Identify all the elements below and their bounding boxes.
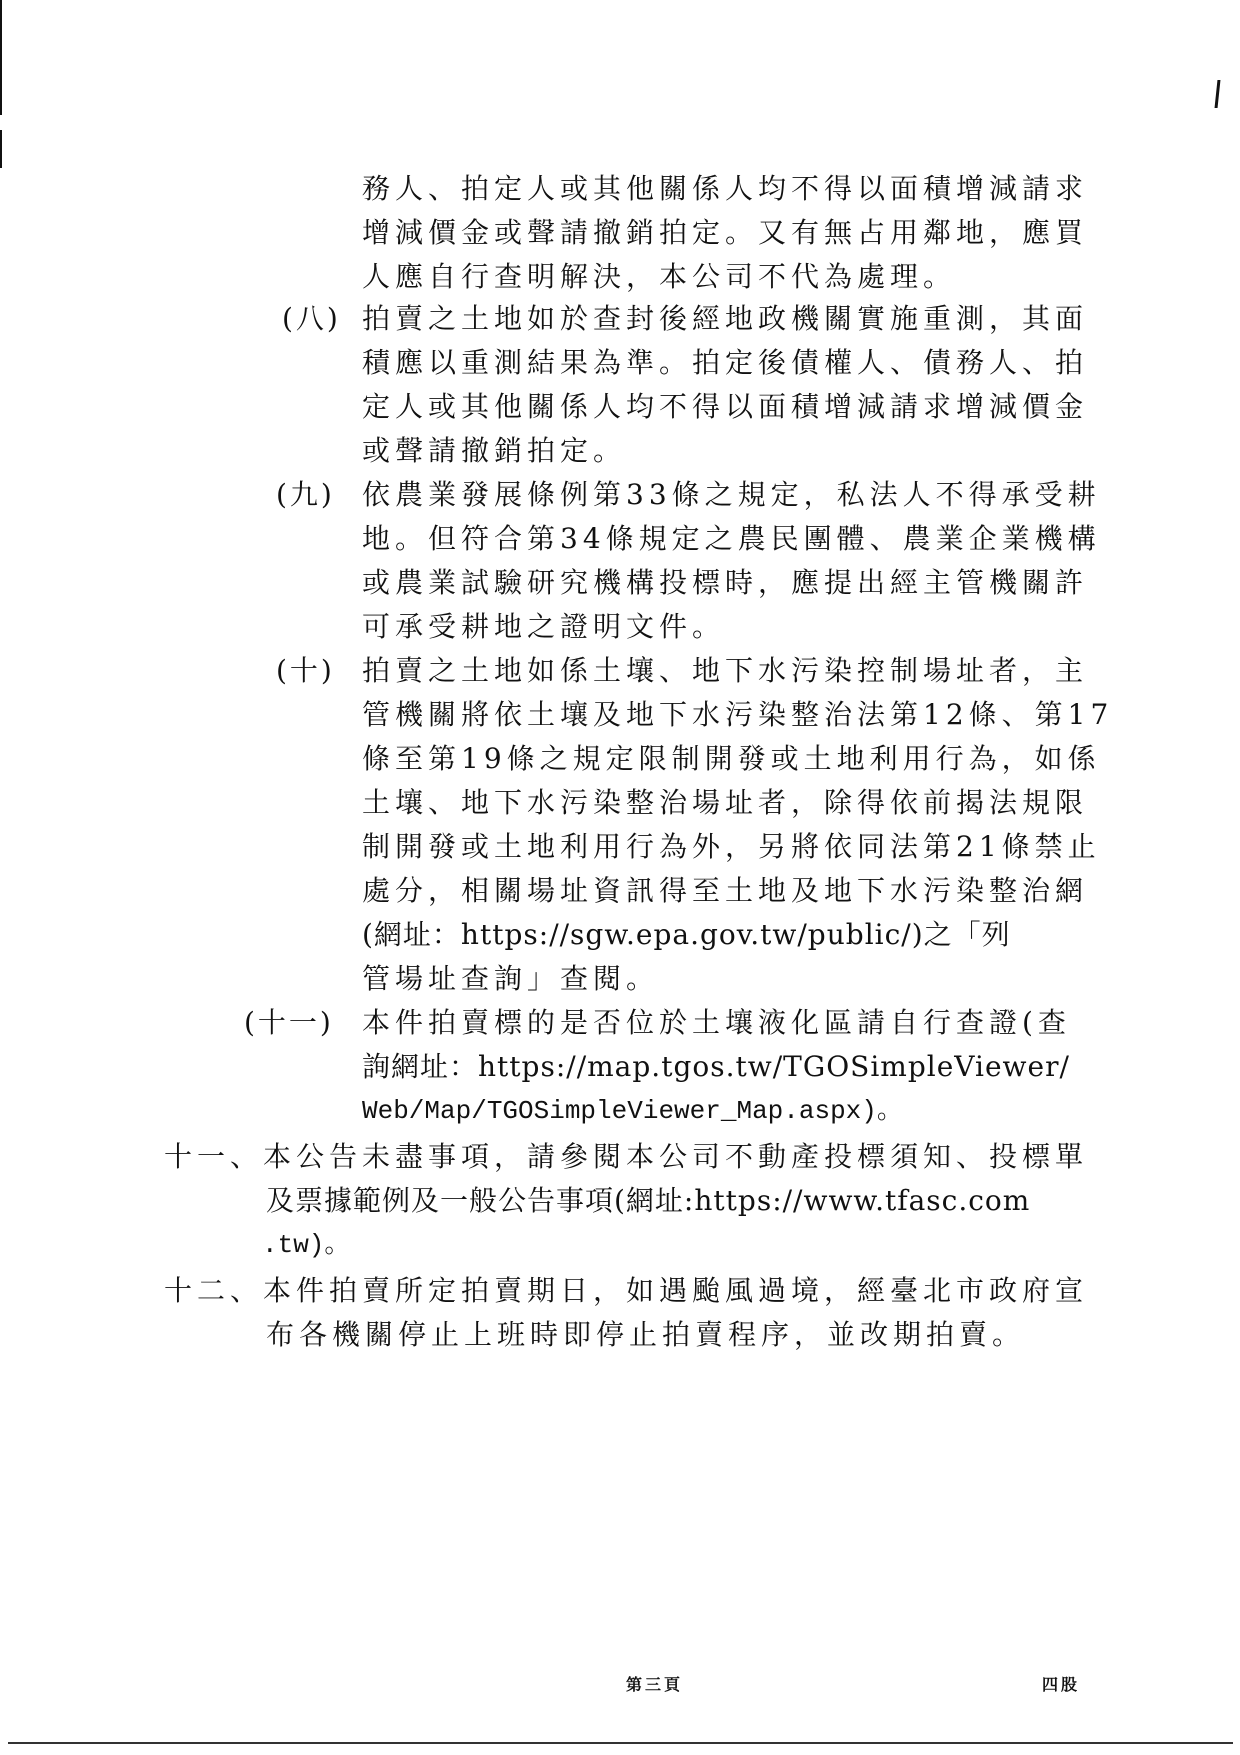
section-heading-line: 十二、本件拍賣所定拍賣期日，如遇颱風過境，經臺北市政府宣 xyxy=(164,1274,1089,1307)
text-line: 拍賣之土地如於查封後經地政機關實施重測，其面 xyxy=(362,302,1089,335)
text-line: 本件拍賣標的是否位於土壤液化區請自行查證(查 xyxy=(362,1006,1071,1039)
page-number: 第三頁 xyxy=(626,1675,684,1694)
text-line: 積應以重測結果為準。拍定後債權人、債務人、拍 xyxy=(362,346,1089,379)
text-line: 定人或其他關係人均不得以面積增減請求增減價金 xyxy=(362,390,1089,423)
text-line: 人應自行查明解決，本公司不代為處理。 xyxy=(362,260,957,293)
item-label: (十) xyxy=(276,654,335,687)
text-line-url: (網址：https://sgw.epa.gov.tw/public/)之「列 xyxy=(362,918,1011,951)
text-line: 務人、拍定人或其他關係人均不得以面積增減請求 xyxy=(362,172,1089,205)
item-label: (八) xyxy=(282,302,341,335)
text-line: 管機關將依土壤及地下水污染整治法第12條、第17 xyxy=(362,698,1114,731)
text-line-url: Web/Map/TGOSimpleViewer_Map.aspx)。 xyxy=(362,1096,903,1126)
scan-edge-mark-left-top xyxy=(0,0,2,115)
text-line: 制開發或土地利用行為外，另將依同法第21條禁止 xyxy=(362,830,1101,863)
text-line: 土壤、地下水污染整治場址者，除得依前揭法規限 xyxy=(362,786,1089,819)
text-line: 條至第19條之規定限制開發或土地利用行為，如係 xyxy=(362,742,1101,775)
department-label: 四股 xyxy=(1042,1675,1081,1694)
scan-edge-mark-right xyxy=(1215,80,1221,108)
text-line-url: 詢網址：https://map.tgos.tw/TGOSimpleViewer/ xyxy=(362,1050,1070,1083)
text-line: 增減價金或聲請撤銷拍定。又有無占用鄰地，應買 xyxy=(362,216,1089,249)
text-line: 地。但符合第34條規定之農民團體、農業企業機構 xyxy=(362,522,1101,555)
item-label: (十一) xyxy=(244,1006,334,1039)
bottom-rule xyxy=(8,1742,1233,1744)
text-line: 拍賣之土地如係土壤、地下水污染控制場址者，主 xyxy=(362,654,1089,687)
text-line: 或聲請撤銷拍定。 xyxy=(362,434,627,467)
text-line: 管場址查詢」查閱。 xyxy=(362,962,660,995)
text-line: 或農業試驗研究機構投標時，應提出經主管機關許 xyxy=(362,566,1089,599)
text-line: 布各機關停止上班時即停止拍賣程序，並改期拍賣。 xyxy=(266,1318,1026,1351)
item-label: (九) xyxy=(276,478,335,511)
text-line: .tw)。 xyxy=(262,1230,351,1260)
text-line-url: 及票據範例及一般公告事項(網址:https://www.tfasc.com xyxy=(266,1184,1031,1217)
text-line: 處分，相關場址資訊得至土地及地下水污染整治網 xyxy=(362,874,1089,907)
text-line: 可承受耕地之證明文件。 xyxy=(362,610,726,643)
section-heading-line: 十一、本公告未盡事項，請參閱本公司不動產投標須知、投標單 xyxy=(164,1140,1089,1173)
text-line: 依農業發展條例第33條之規定，私法人不得承受耕 xyxy=(362,478,1101,511)
scan-edge-mark-left-mid xyxy=(0,130,2,168)
